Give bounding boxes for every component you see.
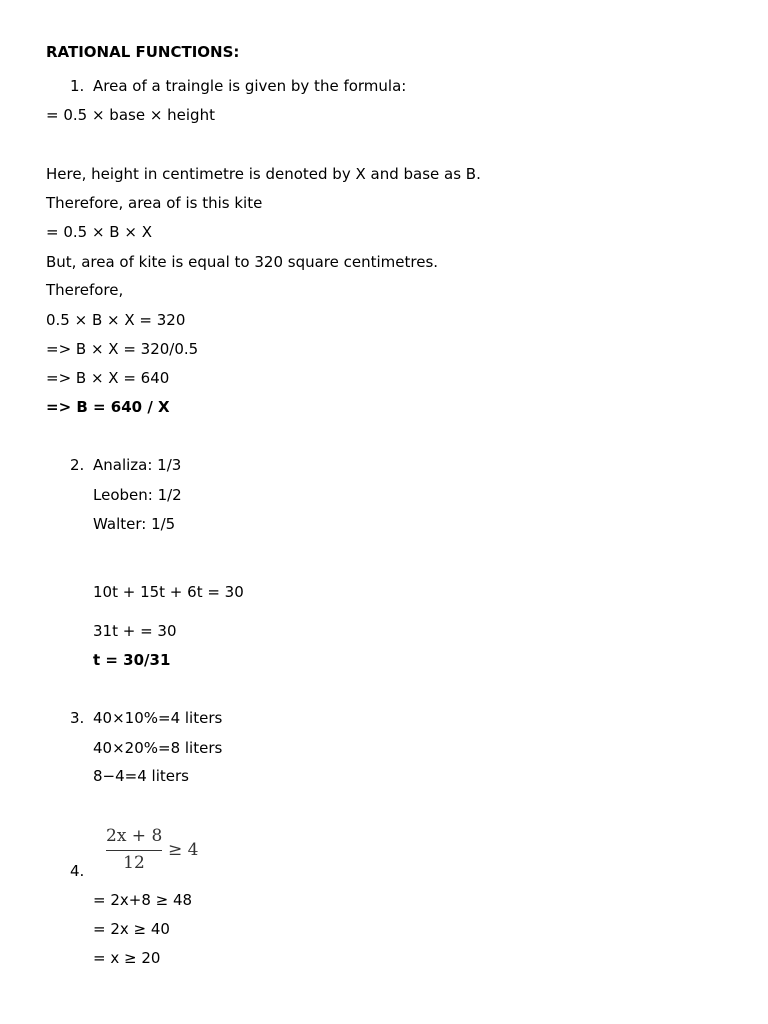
q3-line: 40×20%=8 liters <box>93 739 223 757</box>
q4-numerator: 2x + 8 <box>106 826 163 846</box>
q2-number: 2. <box>70 456 85 474</box>
q1-answer: => B = 640 / X <box>46 398 170 416</box>
q1-line: Therefore, <box>46 281 124 299</box>
q2-rate: Walter: 1/5 <box>93 515 176 533</box>
q4-inequality: ≥ 4 <box>168 840 199 860</box>
q1-line: But, area of kite is equal to 320 square centimetres. <box>46 253 439 271</box>
q4-line: = 2x+8 ≥ 48 <box>93 891 193 909</box>
q1-number: 1. <box>70 77 85 95</box>
q1-formula: = 0.5 × base × height <box>46 106 215 124</box>
q2-rate: Analiza: 1/3 <box>93 456 182 474</box>
q4-number: 4. <box>70 862 85 880</box>
q2-equation: 10t + 15t + 6t = 30 <box>93 583 244 601</box>
q1-line: => B × X = 320/0.5 <box>46 340 199 358</box>
q4-denominator: 12 <box>123 853 145 873</box>
q1-line: => B × X = 640 <box>46 369 170 387</box>
q1-line: Therefore, area of is this kite <box>46 194 263 212</box>
fraction-bar <box>106 850 162 851</box>
q2-answer: t = 30/31 <box>93 651 171 669</box>
q3-line: 40×10%=4 liters <box>93 709 223 727</box>
q2-rate: Leoben: 1/2 <box>93 486 182 504</box>
q4-line: = x ≥ 20 <box>93 949 161 967</box>
q3-number: 3. <box>70 709 85 727</box>
q4-line: = 2x ≥ 40 <box>93 920 170 938</box>
q1-line: Here, height in centimetre is denoted by X and base as B. <box>46 165 481 183</box>
q2-step: 31t + = 30 <box>93 622 177 640</box>
page-title: RATIONAL FUNCTIONS: <box>46 43 240 61</box>
q1-line: = 0.5 × B × X <box>46 223 152 241</box>
q1-line: 0.5 × B × X = 320 <box>46 311 186 329</box>
q1-intro: Area of a traingle is given by the formula: <box>93 77 407 95</box>
q3-line: 8−4=4 liters <box>93 767 189 785</box>
